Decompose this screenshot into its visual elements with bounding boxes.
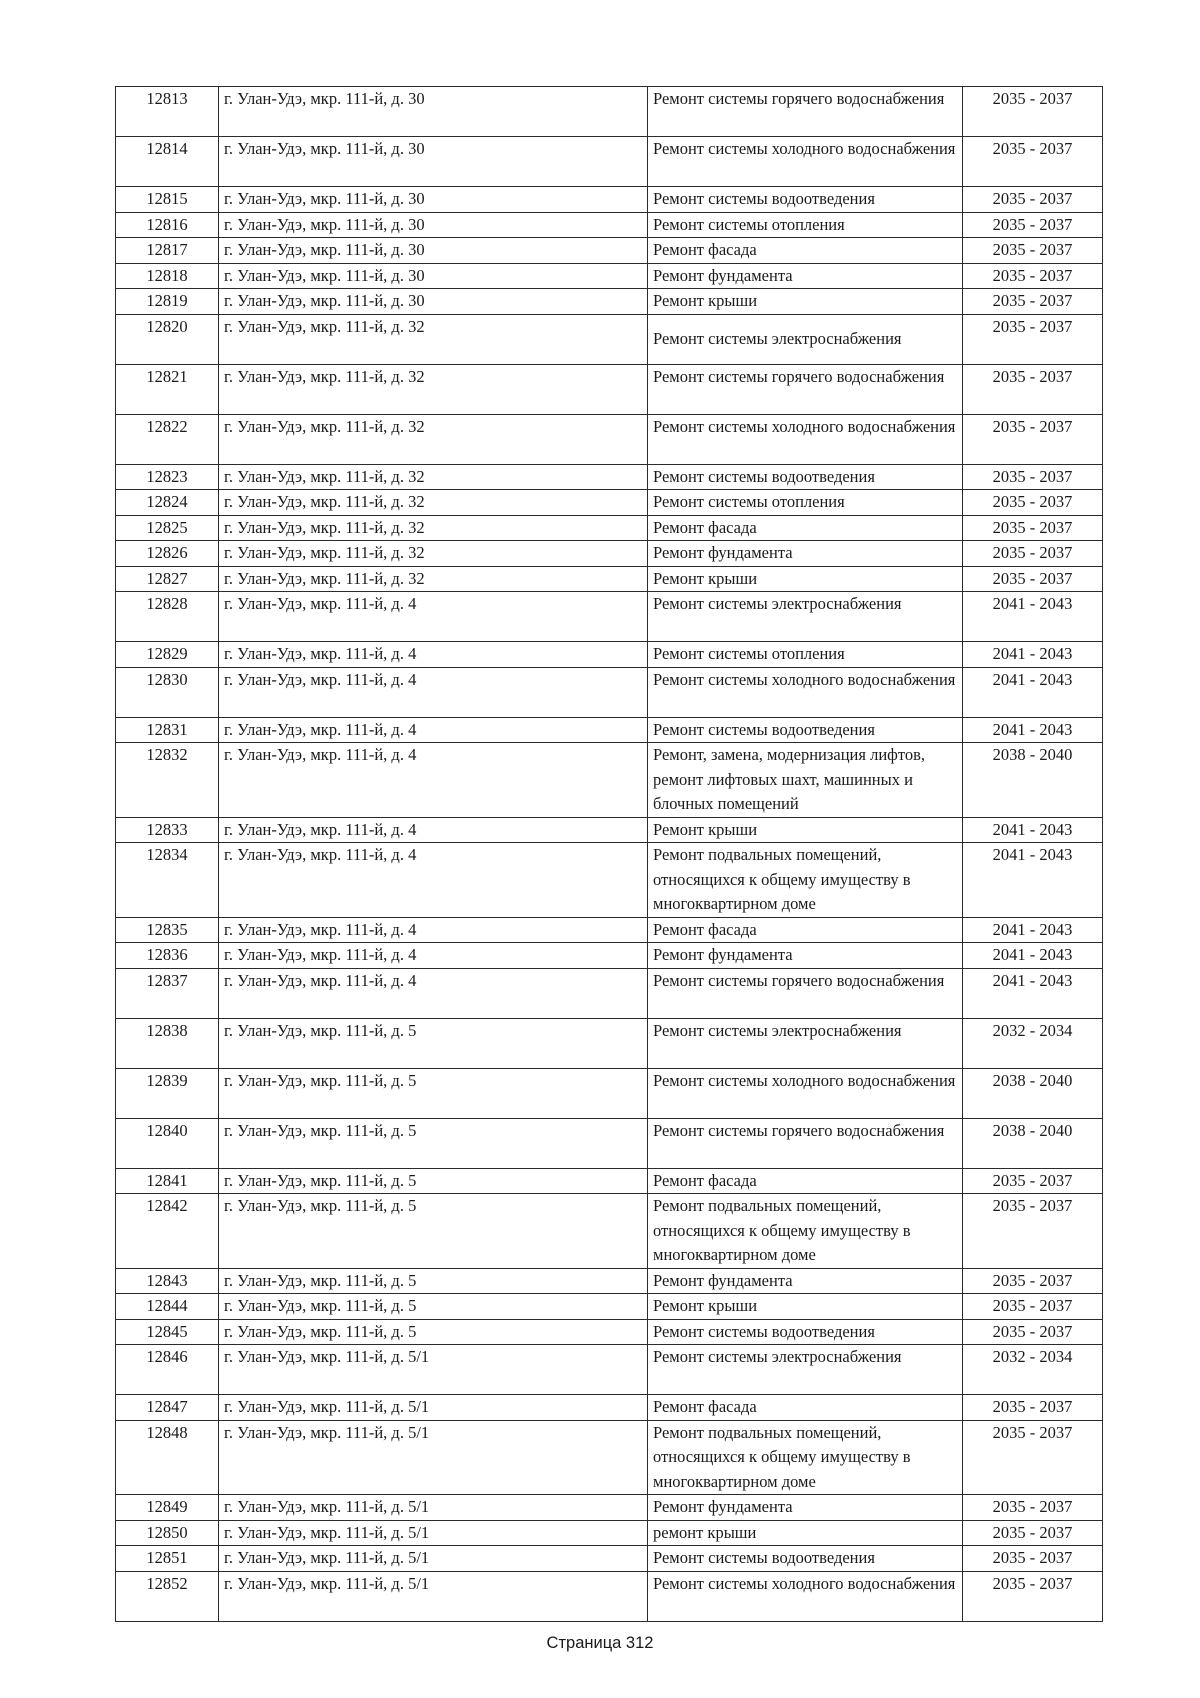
row-number-cell: 12850 [116, 1520, 219, 1546]
period-cell: 2035 - 2037 [963, 1520, 1103, 1546]
address-cell: г. Улан-Удэ, мкр. 111-й, д. 5 [219, 1194, 648, 1269]
row-number-cell: 12821 [116, 364, 219, 414]
row-number-cell: 12829 [116, 642, 219, 668]
work-type-cell: Ремонт системы отопления [648, 490, 963, 516]
table-row [116, 1268, 1103, 1294]
work-type-cell: Ремонт системы холодного водоснабжения [648, 1571, 963, 1621]
address-cell: г. Улан-Удэ, мкр. 111-й, д. 32 [219, 515, 648, 541]
period-cell: 2035 - 2037 [963, 464, 1103, 490]
work-type-cell: Ремонт системы холодного водоснабжения [648, 137, 963, 187]
address-cell: г. Улан-Удэ, мкр. 111-й, д. 30 [219, 137, 648, 187]
address-cell: г. Улан-Удэ, мкр. 111-й, д. 30 [219, 212, 648, 238]
period-cell: 2041 - 2043 [963, 817, 1103, 843]
period-cell: 2035 - 2037 [963, 212, 1103, 238]
row-number-cell: 12814 [116, 137, 219, 187]
period-cell: 2038 - 2040 [963, 1068, 1103, 1118]
table-row [116, 743, 1103, 818]
address-cell: г. Улан-Удэ, мкр. 111-й, д. 32 [219, 414, 648, 464]
table-row [116, 1495, 1103, 1521]
work-type-cell: Ремонт подвальных помещений, относящихся к общему имуществу в многоквартирном доме [648, 1194, 963, 1269]
row-number-cell: 12839 [116, 1068, 219, 1118]
work-type-cell: Ремонт фундамента [648, 943, 963, 969]
row-number-cell: 12842 [116, 1194, 219, 1269]
table-row [116, 1546, 1103, 1572]
address-cell: г. Улан-Удэ, мкр. 111-й, д. 30 [219, 187, 648, 213]
period-cell: 2035 - 2037 [963, 1420, 1103, 1495]
period-cell: 2035 - 2037 [963, 1495, 1103, 1521]
address-cell: г. Улан-Удэ, мкр. 111-й, д. 4 [219, 843, 648, 918]
work-type-cell: Ремонт системы горячего водоснабжения [648, 968, 963, 1018]
row-number-cell: 12845 [116, 1319, 219, 1345]
period-cell: 2035 - 2037 [963, 137, 1103, 187]
work-type-cell: Ремонт фундамента [648, 541, 963, 567]
table-row [116, 1571, 1103, 1621]
address-cell: г. Улан-Удэ, мкр. 111-й, д. 4 [219, 943, 648, 969]
table-row [116, 515, 1103, 541]
period-cell: 2035 - 2037 [963, 1194, 1103, 1269]
address-cell: г. Улан-Удэ, мкр. 111-й, д. 30 [219, 87, 648, 137]
row-number-cell: 12824 [116, 490, 219, 516]
period-cell: 2035 - 2037 [963, 1571, 1103, 1621]
row-number-cell: 12837 [116, 968, 219, 1018]
period-cell: 2041 - 2043 [963, 717, 1103, 743]
row-number-cell: 12830 [116, 667, 219, 717]
work-type-cell: Ремонт фундамента [648, 1495, 963, 1521]
period-cell: 2032 - 2034 [963, 1345, 1103, 1395]
work-type-cell: Ремонт системы водоотведения [648, 464, 963, 490]
table-row [116, 1420, 1103, 1495]
address-cell: г. Улан-Удэ, мкр. 111-й, д. 4 [219, 667, 648, 717]
table-row [116, 364, 1103, 414]
address-cell: г. Улан-Удэ, мкр. 111-й, д. 5 [219, 1168, 648, 1194]
work-type-cell: Ремонт крыши [648, 817, 963, 843]
work-type-cell: Ремонт системы электроснабжения [648, 1345, 963, 1395]
address-cell: г. Улан-Удэ, мкр. 111-й, д. 32 [219, 314, 648, 364]
table-row [116, 87, 1103, 137]
table-row [116, 314, 1103, 364]
work-type-cell: ремонт крыши [648, 1520, 963, 1546]
row-number-cell: 12826 [116, 541, 219, 567]
period-cell: 2035 - 2037 [963, 1395, 1103, 1421]
row-number-cell: 12838 [116, 1018, 219, 1068]
work-type-cell: Ремонт фундамента [648, 1268, 963, 1294]
table-row [116, 917, 1103, 943]
work-type-cell: Ремонт системы водоотведения [648, 187, 963, 213]
address-cell: г. Улан-Удэ, мкр. 111-й, д. 30 [219, 238, 648, 264]
work-type-cell: Ремонт системы водоотведения [648, 717, 963, 743]
work-type-cell: Ремонт системы электроснабжения [648, 1018, 963, 1068]
work-type-cell: Ремонт системы холодного водоснабжения [648, 414, 963, 464]
address-cell: г. Улан-Удэ, мкр. 111-й, д. 4 [219, 968, 648, 1018]
period-cell: 2035 - 2037 [963, 238, 1103, 264]
table-row [116, 263, 1103, 289]
period-cell: 2041 - 2043 [963, 843, 1103, 918]
work-type-cell: Ремонт фасада [648, 1168, 963, 1194]
period-cell: 2041 - 2043 [963, 592, 1103, 642]
work-type-cell: Ремонт подвальных помещений, относящихся к общему имуществу в многоквартирном доме [648, 843, 963, 918]
work-type-cell: Ремонт крыши [648, 566, 963, 592]
row-number-cell: 12834 [116, 843, 219, 918]
period-cell: 2035 - 2037 [963, 1294, 1103, 1320]
row-number-cell: 12822 [116, 414, 219, 464]
period-cell: 2041 - 2043 [963, 917, 1103, 943]
row-number-cell: 12818 [116, 263, 219, 289]
address-cell: г. Улан-Удэ, мкр. 111-й, д. 5 [219, 1268, 648, 1294]
work-type-cell: Ремонт фундамента [648, 263, 963, 289]
work-type-cell: Ремонт подвальных помещений, относящихся к общему имуществу в многоквартирном доме [648, 1420, 963, 1495]
row-number-cell: 12848 [116, 1420, 219, 1495]
address-cell: г. Улан-Удэ, мкр. 111-й, д. 5 [219, 1068, 648, 1118]
work-type-cell: Ремонт системы горячего водоснабжения [648, 87, 963, 137]
address-cell: г. Улан-Удэ, мкр. 111-й, д. 30 [219, 289, 648, 315]
table-row [116, 1018, 1103, 1068]
period-cell: 2035 - 2037 [963, 566, 1103, 592]
period-cell: 2035 - 2037 [963, 490, 1103, 516]
address-cell: г. Улан-Удэ, мкр. 111-й, д. 4 [219, 817, 648, 843]
period-cell: 2035 - 2037 [963, 87, 1103, 137]
table-row [116, 1194, 1103, 1269]
address-cell: г. Улан-Удэ, мкр. 111-й, д. 32 [219, 541, 648, 567]
period-cell: 2035 - 2037 [963, 289, 1103, 315]
period-cell: 2041 - 2043 [963, 968, 1103, 1018]
address-cell: г. Улан-Удэ, мкр. 111-й, д. 32 [219, 490, 648, 516]
table-row [116, 566, 1103, 592]
address-cell: г. Улан-Удэ, мкр. 111-й, д. 32 [219, 566, 648, 592]
address-cell: г. Улан-Удэ, мкр. 111-й, д. 5/1 [219, 1395, 648, 1421]
period-cell: 2032 - 2034 [963, 1018, 1103, 1068]
table-row [116, 943, 1103, 969]
address-cell: г. Улан-Удэ, мкр. 111-й, д. 4 [219, 717, 648, 743]
period-cell: 2035 - 2037 [963, 314, 1103, 364]
row-number-cell: 12849 [116, 1495, 219, 1521]
table-row [116, 1395, 1103, 1421]
table-row [116, 1168, 1103, 1194]
address-cell: г. Улан-Удэ, мкр. 111-й, д. 5 [219, 1319, 648, 1345]
address-cell: г. Улан-Удэ, мкр. 111-й, д. 5/1 [219, 1520, 648, 1546]
address-cell: г. Улан-Удэ, мкр. 111-й, д. 30 [219, 263, 648, 289]
row-number-cell: 12833 [116, 817, 219, 843]
table-row [116, 464, 1103, 490]
address-cell: г. Улан-Удэ, мкр. 111-й, д. 5/1 [219, 1571, 648, 1621]
row-number-cell: 12852 [116, 1571, 219, 1621]
row-number-cell: 12813 [116, 87, 219, 137]
period-cell: 2035 - 2037 [963, 414, 1103, 464]
table-row [116, 1520, 1103, 1546]
work-type-cell: Ремонт фасада [648, 1395, 963, 1421]
table-row [116, 1294, 1103, 1320]
table-row [116, 212, 1103, 238]
address-cell: г. Улан-Удэ, мкр. 111-й, д. 5/1 [219, 1345, 648, 1395]
row-number-cell: 12847 [116, 1395, 219, 1421]
work-type-cell: Ремонт крыши [648, 1294, 963, 1320]
work-type-cell: Ремонт системы водоотведения [648, 1546, 963, 1572]
table-row [116, 817, 1103, 843]
address-cell: г. Улан-Удэ, мкр. 111-й, д. 32 [219, 464, 648, 490]
work-type-cell: Ремонт системы холодного водоснабжения [648, 1068, 963, 1118]
address-cell: г. Улан-Удэ, мкр. 111-й, д. 5 [219, 1018, 648, 1068]
work-type-cell: Ремонт системы отопления [648, 212, 963, 238]
work-type-cell: Ремонт системы электроснабжения [648, 314, 963, 364]
address-cell: г. Улан-Удэ, мкр. 111-й, д. 5/1 [219, 1495, 648, 1521]
row-number-cell: 12831 [116, 717, 219, 743]
period-cell: 2038 - 2040 [963, 1118, 1103, 1168]
work-type-cell: Ремонт фасада [648, 238, 963, 264]
table-row [116, 187, 1103, 213]
row-number-cell: 12827 [116, 566, 219, 592]
address-cell: г. Улан-Удэ, мкр. 111-й, д. 4 [219, 642, 648, 668]
period-cell: 2038 - 2040 [963, 743, 1103, 818]
period-cell: 2041 - 2043 [963, 943, 1103, 969]
row-number-cell: 12840 [116, 1118, 219, 1168]
period-cell: 2035 - 2037 [963, 1319, 1103, 1345]
table-row [116, 1118, 1103, 1168]
row-number-cell: 12819 [116, 289, 219, 315]
table-row [116, 414, 1103, 464]
work-type-cell: Ремонт системы отопления [648, 642, 963, 668]
work-type-cell: Ремонт системы электроснабжения [648, 592, 963, 642]
work-type-cell: Ремонт системы горячего водоснабжения [648, 1118, 963, 1168]
work-type-cell: Ремонт фасада [648, 515, 963, 541]
table-row [116, 1345, 1103, 1395]
address-cell: г. Улан-Удэ, мкр. 111-й, д. 32 [219, 364, 648, 414]
address-cell: г. Улан-Удэ, мкр. 111-й, д. 4 [219, 743, 648, 818]
period-cell: 2035 - 2037 [963, 364, 1103, 414]
row-number-cell: 12832 [116, 743, 219, 818]
repair-schedule-table [115, 86, 1103, 1622]
row-number-cell: 12828 [116, 592, 219, 642]
work-type-cell: Ремонт системы горячего водоснабжения [648, 364, 963, 414]
table-row [116, 642, 1103, 668]
period-cell: 2041 - 2043 [963, 667, 1103, 717]
row-number-cell: 12844 [116, 1294, 219, 1320]
work-type-cell: Ремонт системы водоотведения [648, 1319, 963, 1345]
work-type-cell: Ремонт фасада [648, 917, 963, 943]
work-type-cell: Ремонт, замена, модернизация лифтов, ремонт лифтовых шахт, машинных и блочных помещений [648, 743, 963, 818]
table-body [116, 87, 1103, 1622]
table-row [116, 592, 1103, 642]
table-row [116, 490, 1103, 516]
page-number: Страница 312 [546, 1634, 654, 1652]
row-number-cell: 12836 [116, 943, 219, 969]
row-number-cell: 12835 [116, 917, 219, 943]
table-row [116, 968, 1103, 1018]
address-cell: г. Улан-Удэ, мкр. 111-й, д. 4 [219, 592, 648, 642]
period-cell: 2035 - 2037 [963, 263, 1103, 289]
table-row [116, 1319, 1103, 1345]
period-cell: 2035 - 2037 [963, 187, 1103, 213]
row-number-cell: 12846 [116, 1345, 219, 1395]
work-type-cell: Ремонт системы холодного водоснабжения [648, 667, 963, 717]
row-number-cell: 12841 [116, 1168, 219, 1194]
table-row [116, 1068, 1103, 1118]
address-cell: г. Улан-Удэ, мкр. 111-й, д. 5 [219, 1118, 648, 1168]
row-number-cell: 12851 [116, 1546, 219, 1572]
row-number-cell: 12820 [116, 314, 219, 364]
row-number-cell: 12817 [116, 238, 219, 264]
period-cell: 2035 - 2037 [963, 1268, 1103, 1294]
table-row [116, 137, 1103, 187]
row-number-cell: 12816 [116, 212, 219, 238]
address-cell: г. Улан-Удэ, мкр. 111-й, д. 5 [219, 1294, 648, 1320]
address-cell: г. Улан-Удэ, мкр. 111-й, д. 5/1 [219, 1420, 648, 1495]
table-row [116, 238, 1103, 264]
table-row [116, 843, 1103, 918]
table-row [116, 289, 1103, 315]
period-cell: 2041 - 2043 [963, 642, 1103, 668]
period-cell: 2035 - 2037 [963, 541, 1103, 567]
row-number-cell: 12823 [116, 464, 219, 490]
table-row [116, 717, 1103, 743]
row-number-cell: 12825 [116, 515, 219, 541]
table-row [116, 541, 1103, 567]
period-cell: 2035 - 2037 [963, 1546, 1103, 1572]
address-cell: г. Улан-Удэ, мкр. 111-й, д. 5/1 [219, 1546, 648, 1572]
table-row [116, 667, 1103, 717]
period-cell: 2035 - 2037 [963, 515, 1103, 541]
period-cell: 2035 - 2037 [963, 1168, 1103, 1194]
address-cell: г. Улан-Удэ, мкр. 111-й, д. 4 [219, 917, 648, 943]
row-number-cell: 12815 [116, 187, 219, 213]
work-type-cell: Ремонт крыши [648, 289, 963, 315]
row-number-cell: 12843 [116, 1268, 219, 1294]
